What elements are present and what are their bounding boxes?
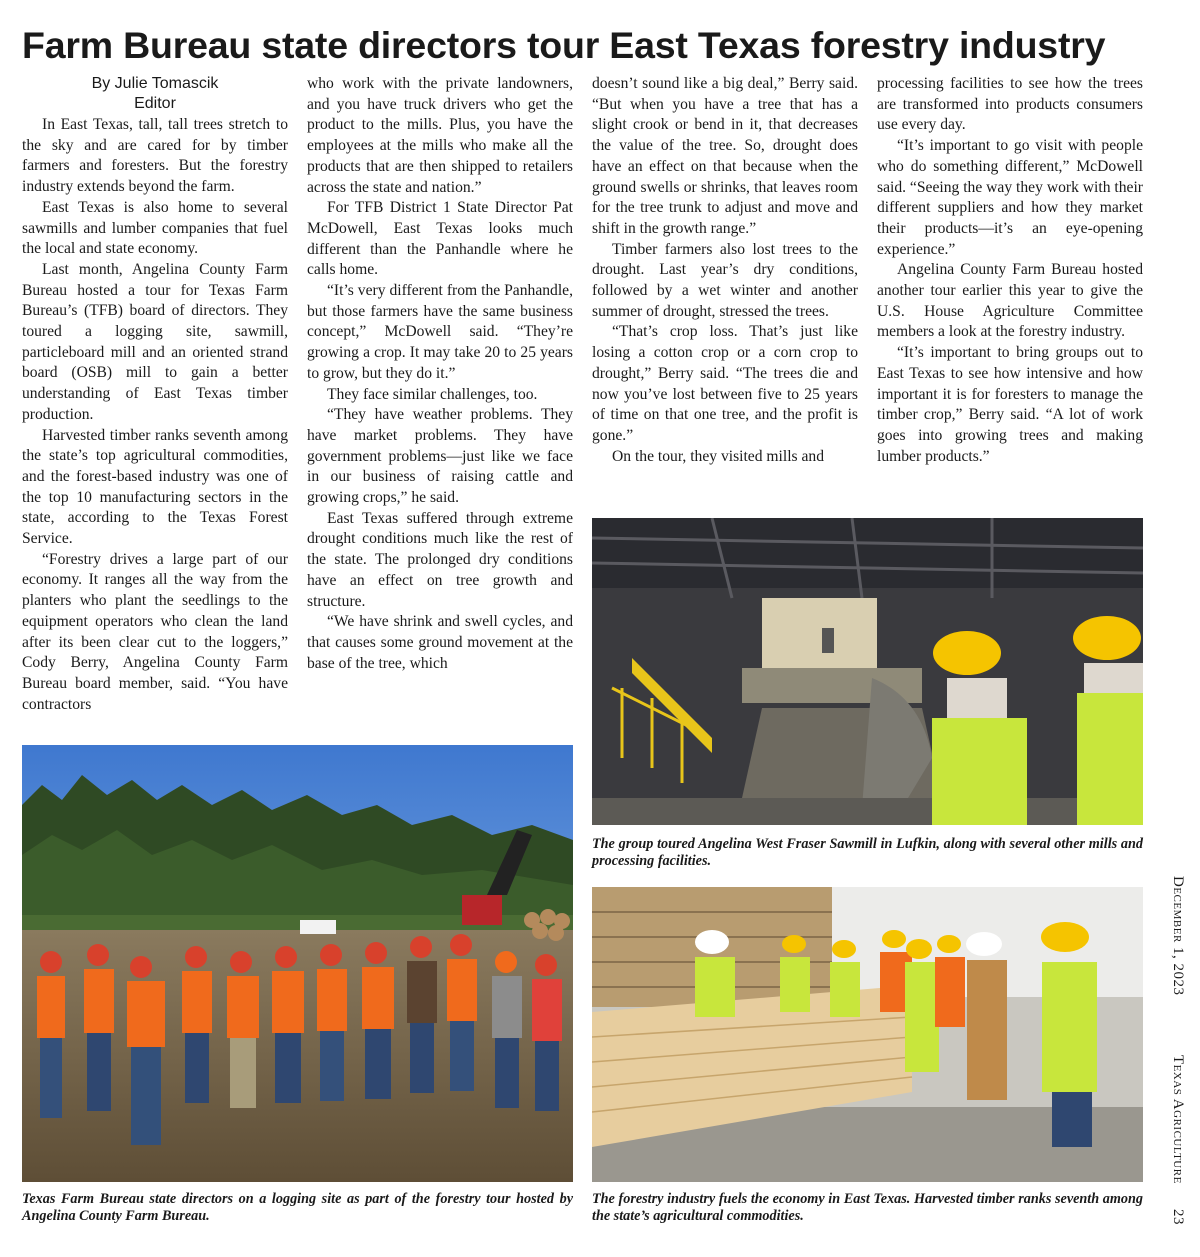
headline: Farm Bureau state directors tour East Texas forestry industry bbox=[22, 24, 1106, 66]
lumber-stack-illustration bbox=[592, 887, 1143, 1182]
article-column-3 bbox=[592, 74, 858, 467]
paragraph: On the tour, they visited mills and bbox=[612, 447, 825, 465]
paragraph: “We have shrink and swell cycles, and that causes some ground movement at the base of the tree, which bbox=[307, 613, 573, 672]
article-column-4 bbox=[877, 74, 1143, 467]
paragraph: “It’s important to go visit with people who do something different,” McDowell said. “Seeing the way they work with their different suppliers and how they market their products—it’s an eye-opening experience.” bbox=[877, 137, 1143, 258]
byline-author: By Julie Tomascik bbox=[91, 75, 219, 92]
paragraph: East Texas is also home to several sawmills and lumber companies that fuel the local and state economy. bbox=[22, 198, 288, 258]
byline bbox=[22, 74, 288, 114]
lumber-photo-caption: The forestry industry fuels the economy in East Texas. Harvested timber ranks seventh among the state’s agricultural commodities. bbox=[592, 1191, 1143, 1224]
paragraph: “Forestry drives a large part of our economy. It ranges all the way from the planters who plant the seedlings to the equipment operators who clean the land after its been clear cut to the loggers,” Cody Berry, Angelina County Farm Bureau board member, said. “You have contractors bbox=[22, 550, 288, 713]
paragraph: Last month, Angelina County Farm Bureau hosted a tour for Texas Farm Bureau’s (TFB) board of directors. They toured a logging site, sawmill, particleboard mill and an oriented strand board (OSB) mill to gain a better understanding of East Texas timber production. bbox=[22, 260, 288, 423]
paragraph-continued: processing facilities to see how the trees are transformed into products consumers use every day. bbox=[877, 75, 1143, 134]
paragraph: East Texas suffered through extreme drought conditions much like the rest of the state. The prolonged dry conditions have an effect on tree growth and structure. bbox=[307, 509, 573, 610]
folio-publication: Texas Agriculture bbox=[1170, 1055, 1186, 1184]
paragraph: “They have weather problems. They have market problems. They have government problems—just like we face in our business of raising cattle and growing crops,” he said. bbox=[307, 406, 573, 507]
paragraph: “That’s crop loss. That’s just like losing a cotton crop or a corn crop to drought,” Berry said. “The trees die and now you’ve lost between five to 25 years of time on that one tree, and the profit is gone.” bbox=[592, 323, 858, 444]
paragraph: They face similar challenges, too. bbox=[327, 385, 538, 403]
paragraph: In East Texas, tall, tall trees stretch to the sky and are cared for by timber farmers and foresters. But the forestry industry extends beyond the farm. bbox=[22, 116, 288, 196]
paragraph-continued: who work with the private landowners, and you have truck drivers who get the product to the mills. Plus, you have the employees at the mills who make all the products that are then shipped to retailers across the state and nation.” bbox=[307, 75, 573, 196]
sawmill-interior-photo bbox=[592, 518, 1143, 825]
logging-site-group-photo bbox=[22, 745, 573, 1182]
byline-role: Editor bbox=[134, 95, 176, 112]
folio-date: December 1, 2023 bbox=[1170, 876, 1186, 996]
folio-page-number: 23 bbox=[1170, 1209, 1186, 1225]
paragraph: For TFB District 1 State Director Pat McDowell, East Texas looks much different than the Panhandle where he calls home. bbox=[307, 199, 573, 279]
sawmill-illustration bbox=[592, 518, 1143, 825]
logging-site-illustration bbox=[22, 745, 573, 1182]
lumber-stack-photo bbox=[592, 887, 1143, 1182]
article-column-2 bbox=[307, 74, 573, 674]
paragraph: “It’s important to bring groups out to East Texas to see how intensive and how important it is for foresters to manage the timber crop,” Berry said. “A lot of work goes into growing trees and making lumber products.” bbox=[877, 344, 1143, 465]
logging-photo-caption: Texas Farm Bureau state directors on a logging site as part of the forestry tour hosted by Angelina County Farm Bureau. bbox=[22, 1191, 573, 1224]
paragraph-continued: doesn’t sound like a big deal,” Berry said. “But when you have a tree that has a slight crook or bend in it, that decreases the value of the tree. So, drought does have an effect on that because when the ground swells or shrinks, that leaves room for the tree trunk to adjust and move and shift in the growth range.” bbox=[592, 75, 858, 237]
paragraph: Angelina County Farm Bureau hosted another tour earlier this year to give the U.S. House Agriculture Committee members a look at the forestry industry. bbox=[877, 261, 1143, 341]
paragraph: “It’s very different from the Panhandle, but those farmers have the same business concept,” McDowell said. “They’re growing a crop. It may take 20 to 25 years to grow, but they do it.” bbox=[307, 282, 573, 382]
sawmill-photo-caption: The group toured Angelina West Fraser Sawmill in Lufkin, along with several other mills and processing facilities. bbox=[592, 836, 1143, 869]
paragraph: Timber farmers also lost trees to the drought. Last year’s dry conditions, followed by a wet winter and another summer of drought, stressed the trees. bbox=[592, 240, 858, 320]
paragraph: Harvested timber ranks seventh among the state’s top agricultural commodities, and the forest-based industry was one of the top 10 manufacturing sectors in the state, according to the Texas Forest Service. bbox=[22, 426, 288, 548]
article-column-1 bbox=[22, 74, 288, 715]
